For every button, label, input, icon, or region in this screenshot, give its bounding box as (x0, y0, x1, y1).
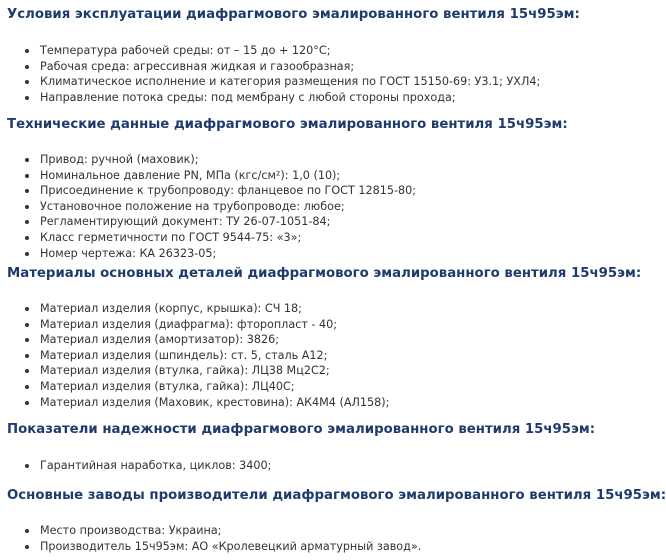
manufacturers-list (0, 523, 421, 554)
list-item: Направление потока среды: под мембрану с любой стороны прохода; (0, 90, 540, 106)
list-item: Материал изделия (диафрагма): фторопласт - 40; (0, 317, 389, 333)
list-item: Место производства: Украина; (0, 523, 421, 539)
section-title: Условия эксплуатации диафрагмового эмалированного вентиля 15ч95эм: (7, 7, 580, 22)
section-manufacturers (0, 487, 666, 505)
section-title: Технические данные диафрагмового эмалированного вентиля 15ч95эм: (7, 117, 568, 132)
section-technical-data (0, 116, 600, 134)
section-title: Показатели надежности диафрагмового эмалированного вентиля 15ч95эм: (7, 422, 596, 437)
list-item: Материал изделия (амортизатор): 3826; (0, 332, 389, 348)
reliability-list (0, 458, 271, 474)
list-item: Материал изделия (корпус, крышка): СЧ 18; (0, 301, 389, 317)
section-materials (0, 265, 642, 283)
list-item: Климатическое исполнение и категория размещения по ГОСТ 15150-69: У3.1; УХЛ4; (0, 74, 540, 90)
section-operating-conditions (0, 6, 600, 24)
list-item: Присоединение к трубопроводу: фланцевое по ГОСТ 12815-80; (0, 183, 416, 199)
list-item: Производитель 15ч95эм: АО «Кролевецкий арматурный завод». (0, 539, 421, 555)
materials-list (0, 301, 389, 410)
list-item: Материал изделия (втулка, гайка): ЛЦ38 Мц2С2; (0, 363, 389, 379)
list-item: Класс герметичности по ГОСТ 9544-75: «3»; (0, 230, 416, 246)
section-title: Основные заводы производители диафрагмового эмалированного вентиля 15ч95эм: (7, 488, 666, 503)
section-reliability (0, 421, 600, 439)
list-item: Материал изделия (шпиндель): ст. 5, сталь А12; (0, 348, 389, 364)
list-item: Регламентирующий документ: ТУ 26-07-1051-84; (0, 214, 416, 230)
section-title: Материалы основных деталей диафрагмового эмалированного вентиля 15ч95эм: (7, 266, 642, 281)
technical-data-list (0, 152, 416, 261)
list-item: Номинальное давление PN, МПа (кгс/см²): 1,0 (10); (0, 168, 416, 184)
list-item: Рабочая среда: агрессивная жидкая и газообразная; (0, 59, 540, 75)
list-item: Температура рабочей среды: от – 15 до + 120°С; (0, 43, 540, 59)
list-item: Привод: ручной (маховик); (0, 152, 416, 168)
list-item: Номер чертежа: КА 26323-05; (0, 246, 416, 262)
list-item: Установочное положение на трубопроводе: любое; (0, 199, 416, 215)
list-item: Материал изделия (Маховик, крестовина): АК4М4 (АЛ158); (0, 395, 389, 411)
operating-conditions-list (0, 43, 540, 105)
list-item: Материал изделия (втулка, гайка): ЛЦ40С; (0, 379, 389, 395)
list-item: Гарантийная наработка, циклов: 3400; (0, 458, 271, 474)
